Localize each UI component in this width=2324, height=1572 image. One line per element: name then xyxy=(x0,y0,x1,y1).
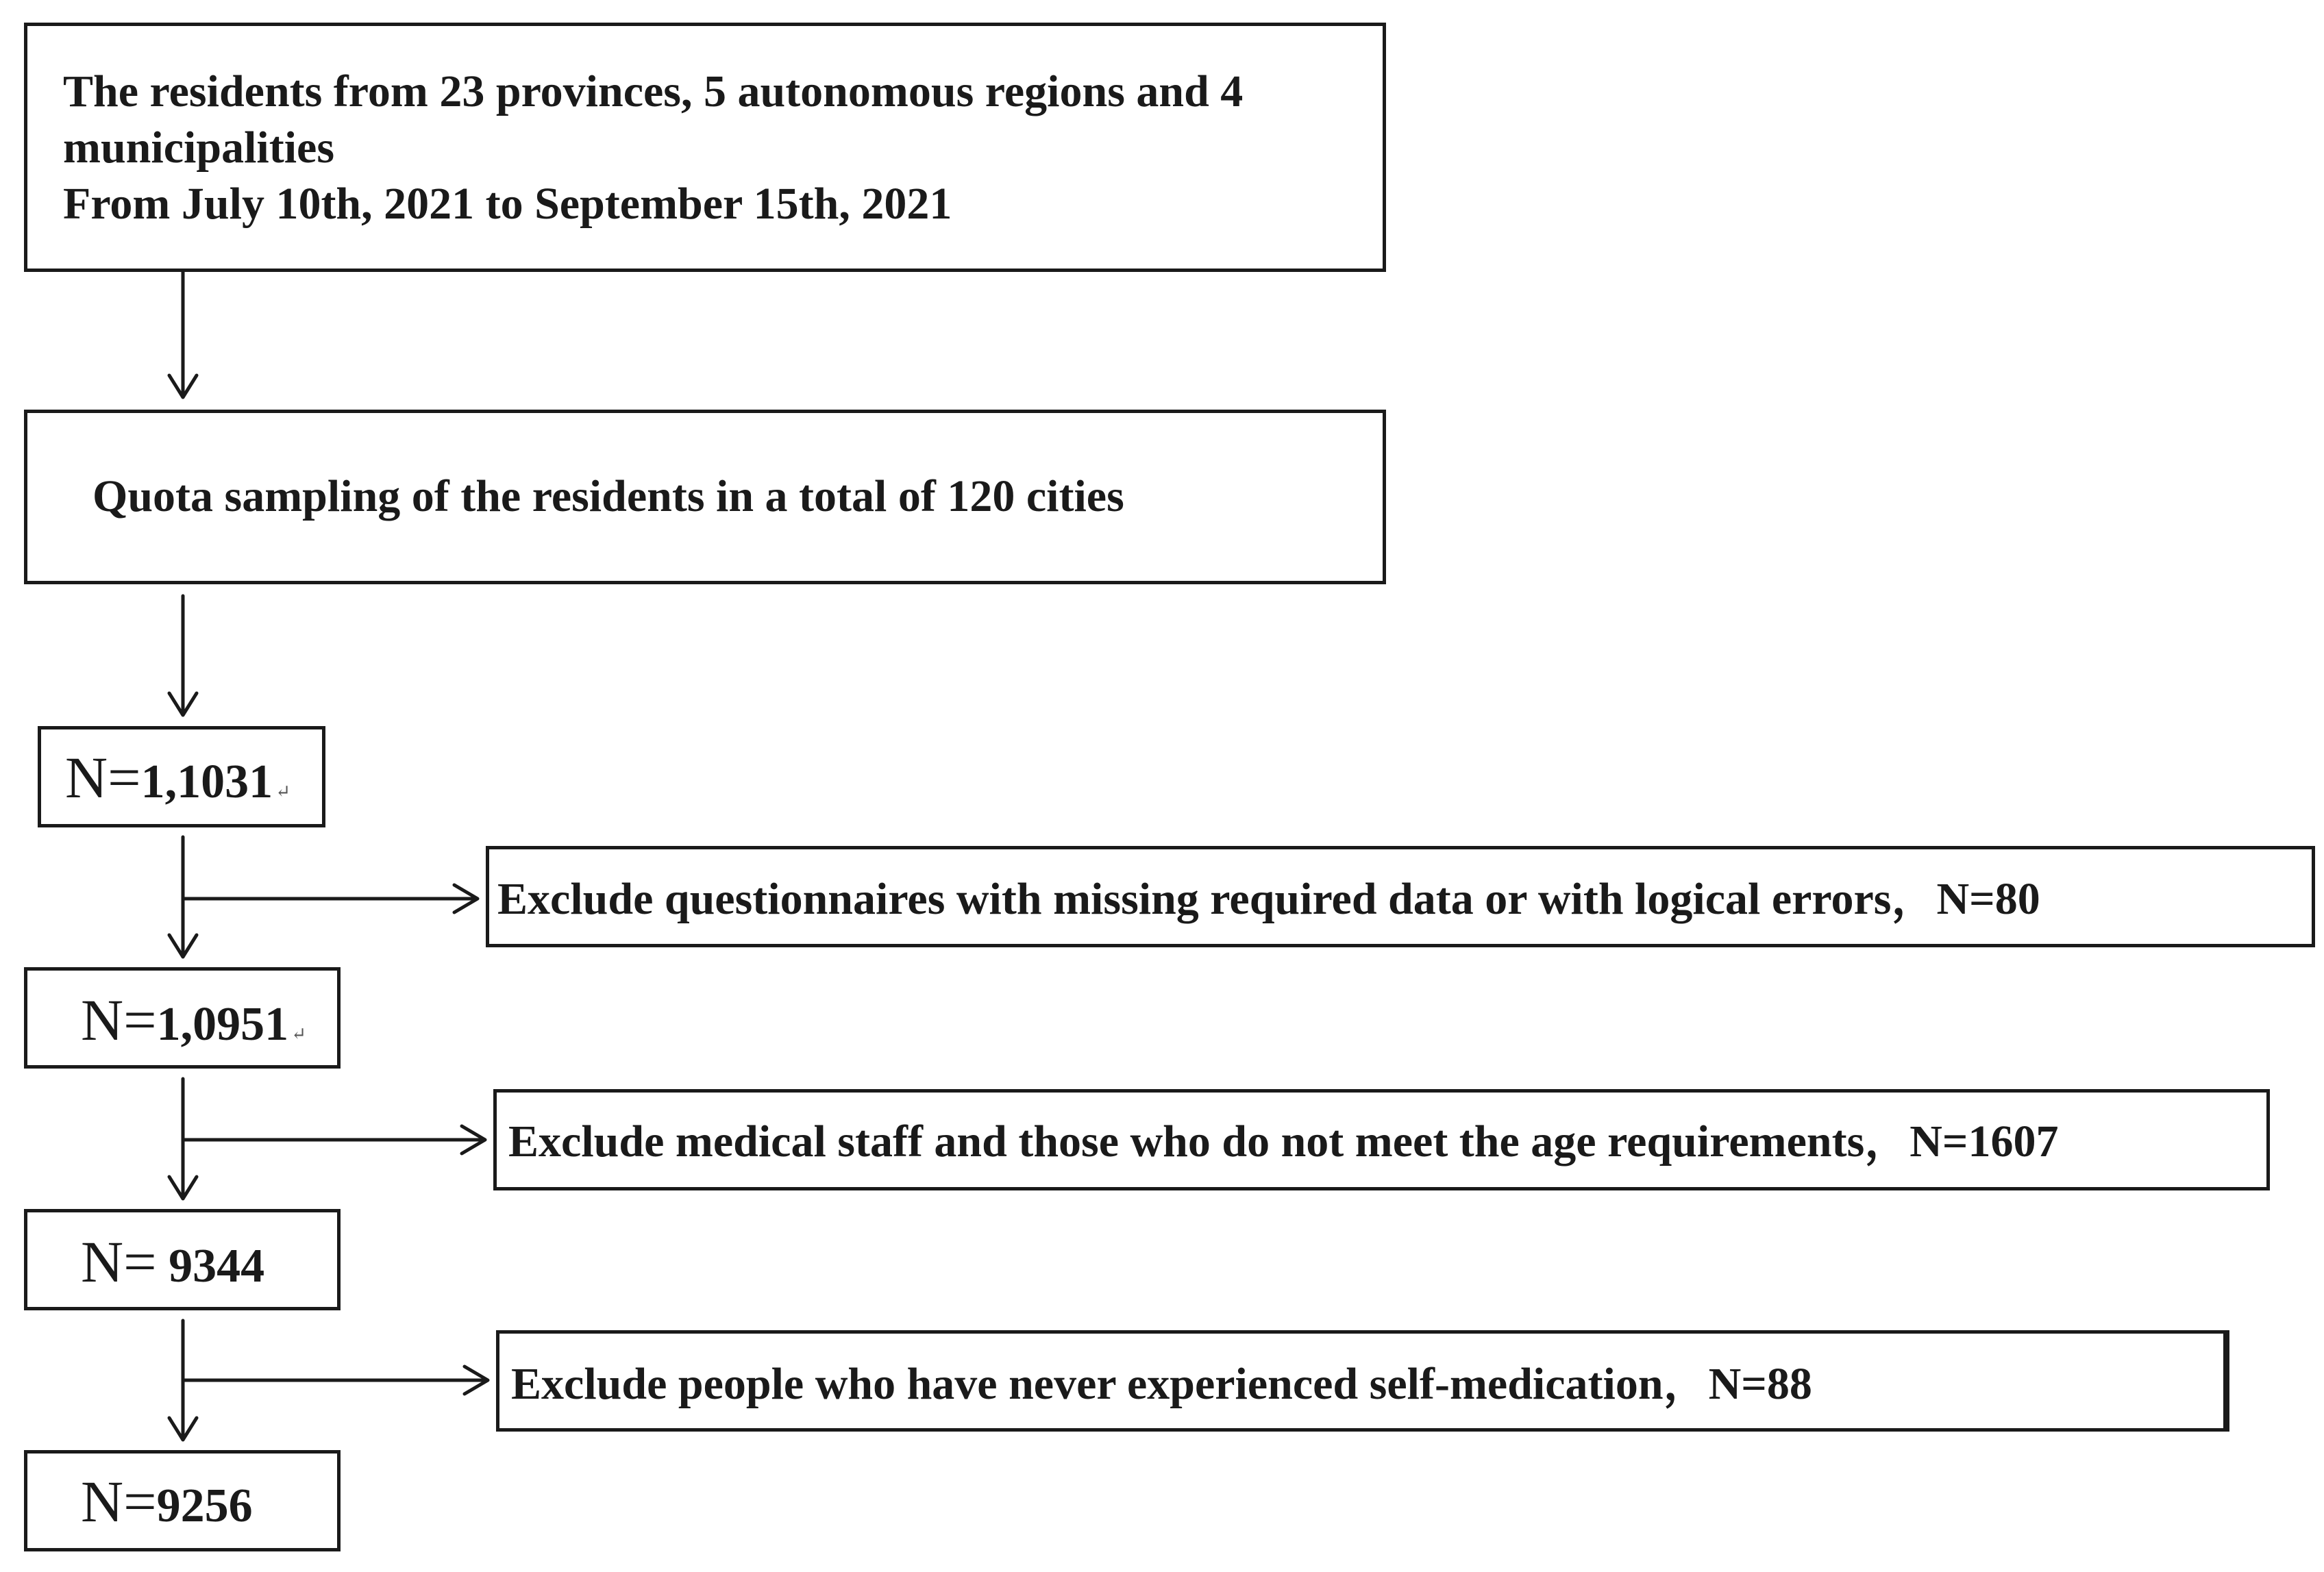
count-prefix: N= xyxy=(81,987,157,1053)
exclusion-text-medical-staff: Exclude medical staff and those who do not meet the age requirements，N=1607 xyxy=(508,1116,2059,1166)
source-population-line-3: From July 10th, 2021 to September 15th, 2021 xyxy=(63,179,952,229)
return-mark: ↵ xyxy=(275,782,290,801)
count-prefix: N= xyxy=(81,1469,157,1534)
exclusion-text-no-self-medication: Exclude people who have never experienced self-medication，N=88 xyxy=(511,1359,1812,1409)
count-value: 1,1031 xyxy=(140,756,273,808)
count-prefix: N= xyxy=(65,745,141,810)
count-value: 9256 xyxy=(156,1480,253,1532)
count-prefix: N= xyxy=(81,1229,157,1295)
count-value: 9344 xyxy=(156,1240,265,1293)
quota-sampling-text: Quota sampling of the residents in a total of 120 cities xyxy=(92,471,1124,521)
return-mark: ↵ xyxy=(291,1024,306,1044)
source-population-line-2: municipalities xyxy=(63,123,335,173)
source-population-line-1: The residents from 23 provinces, 5 autonomous regions and 4 xyxy=(63,66,1244,116)
count-value: 1,0951 xyxy=(156,998,289,1051)
exclusion-text-missing-data: Exclude questionnaires with missing required data or with logical errors，N=80 xyxy=(497,874,2040,924)
